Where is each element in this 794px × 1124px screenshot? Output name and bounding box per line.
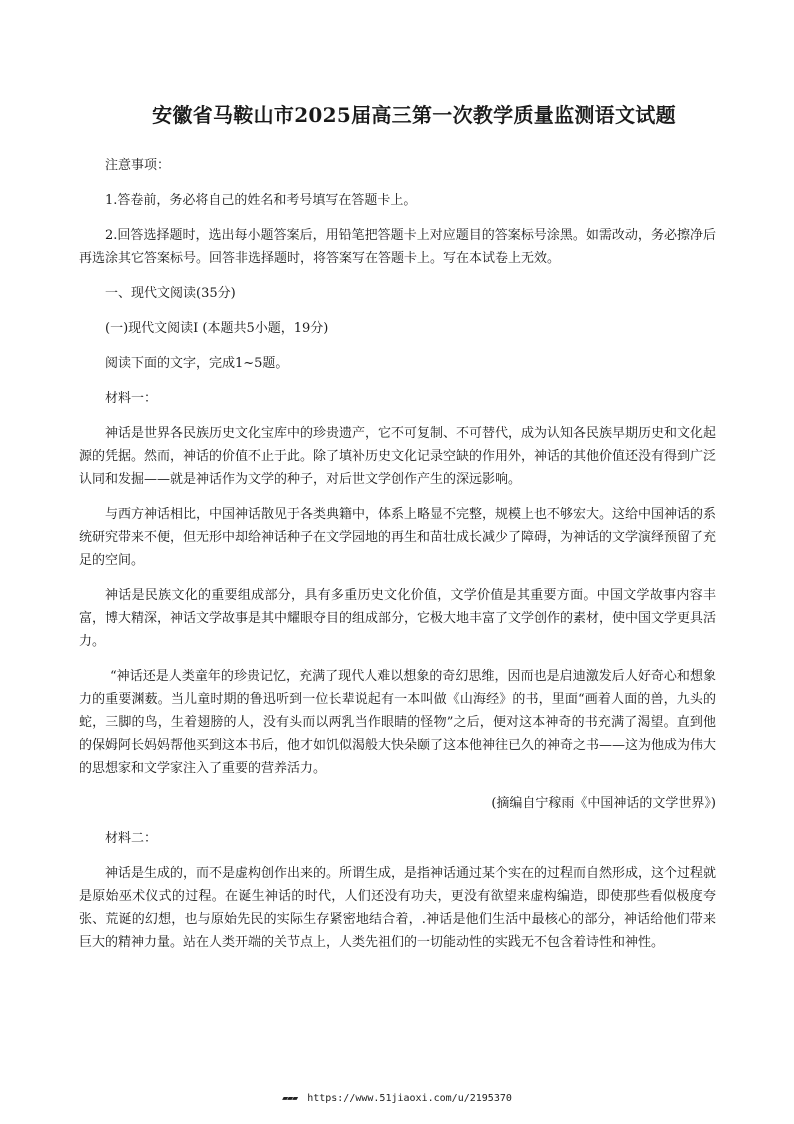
- material-1-label: 材料一：: [105, 391, 158, 406]
- logo-mark-icon: ▰▰▰: [282, 1093, 298, 1104]
- material-2-paragraph: 神话是生成的，而不是虚构创作出来的。所谓生成，是指神话通过某个实在的过程而自然形成，这个过程就是原始巫术仪式的过程。在诞生神话的时代，人们还没有功夫，更没有欲望来虚构编造，即使那些看似极度夸张、荒诞的幻想，也与原始先民的实际生存紧密地结合着，.神话是他们生活中最核心的部分，神话给他们带来巨大的精神力量。站在人类开端的关节点上，人类先祖们的一切能动性的实践无不包含着诗性和神性。: [79, 866, 717, 950]
- material-1-paragraph: “神话还是人类童年的珍贵记忆，充满了现代人难以想象的奇幻思维，因而也是启迪激发后人好奇心和想象力的重要渊薮。当儿童时期的鲁迅听到一位长辈说起有一本叫做《山海经》的书，里面“画着人面的兽，九头的蛇，三脚的鸟，生着翅膀的人，没有头而以两乳当作眼睛的怪物”之后，便对这本神奇的书充满了渴望。直到他的保姆阿长妈妈帮他买到这本书后，他才如饥似渴般大快朵颐了这本他神往已久的神奇之书——这为他成为伟大的思想家和文学家注入了重要的营养活力。: [79, 669, 717, 776]
- material-1-paragraph: 与西方神话相比，中国神话散见于各类典籍中，体系上略显不完整，规模上也不够宏大。这给中国神话的系统研究带来不便，但无形中却给神话种子在文学园地的再生和苗壮成长减少了障碍，为神话的文学演绎预留了充足的空间。: [79, 507, 717, 568]
- section-heading: 一、现代文阅读(35分): [105, 286, 236, 301]
- notice-header: 注意事项：: [105, 158, 171, 173]
- material-1-paragraph: 神话是民族文化的重要组成部分，具有多重历史文化价值，文学价值是其重要方面。中国文学故事内容丰富，博大精深，神话文学故事是其中耀眼夺目的组成部分，它极大地丰富了文学创作的素材，使中国文学更具活力。: [79, 588, 717, 649]
- reading-instruction: 阅读下面的文字，完成1~5题。: [105, 356, 289, 371]
- subsection-heading: (一)现代文阅读Ⅰ (本题共5小题，19分): [105, 321, 329, 336]
- material-2-label: 材料二：: [105, 831, 158, 846]
- page-title: 安徽省马鞍山市2025届高三第一次教学质量监测语文试题: [152, 103, 676, 127]
- page-footer: [0, 1092, 794, 1106]
- material-1-paragraph: 神话是世界各民族历史文化宝库中的珍贵遗产，它不可复制、不可替代，成为认知各民族早期历史和文化起源的凭据。然而，神话的价值不止于此。除了填补历史文化记录空缺的作用外，神话的其他价值还没有得到广泛认同和发掘——就是神话作为文学的种子，对后世文学创作产生的深远影响。: [79, 426, 717, 487]
- notice-item-2: 2.回答选择题时，选出每小题答案后，用铅笔把答题卡上对应题目的答案标号涂黑。如需改动，务必擦净后再选涂其它答案标号。回答非选择题时，将答案写在答题卡上。写在本试卷上无效。: [79, 228, 716, 266]
- document-body: [79, 154, 716, 966]
- material-1-source: (摘编自宁稼雨《中国神话的文学世界》): [491, 796, 716, 811]
- footer-url[interactable]: https://www.51jiaoxi.com/u/2195370: [307, 1093, 512, 1104]
- notice-item-1: 1.答卷前，务必将自己的姓名和考号填写在答题卡上。: [105, 193, 417, 208]
